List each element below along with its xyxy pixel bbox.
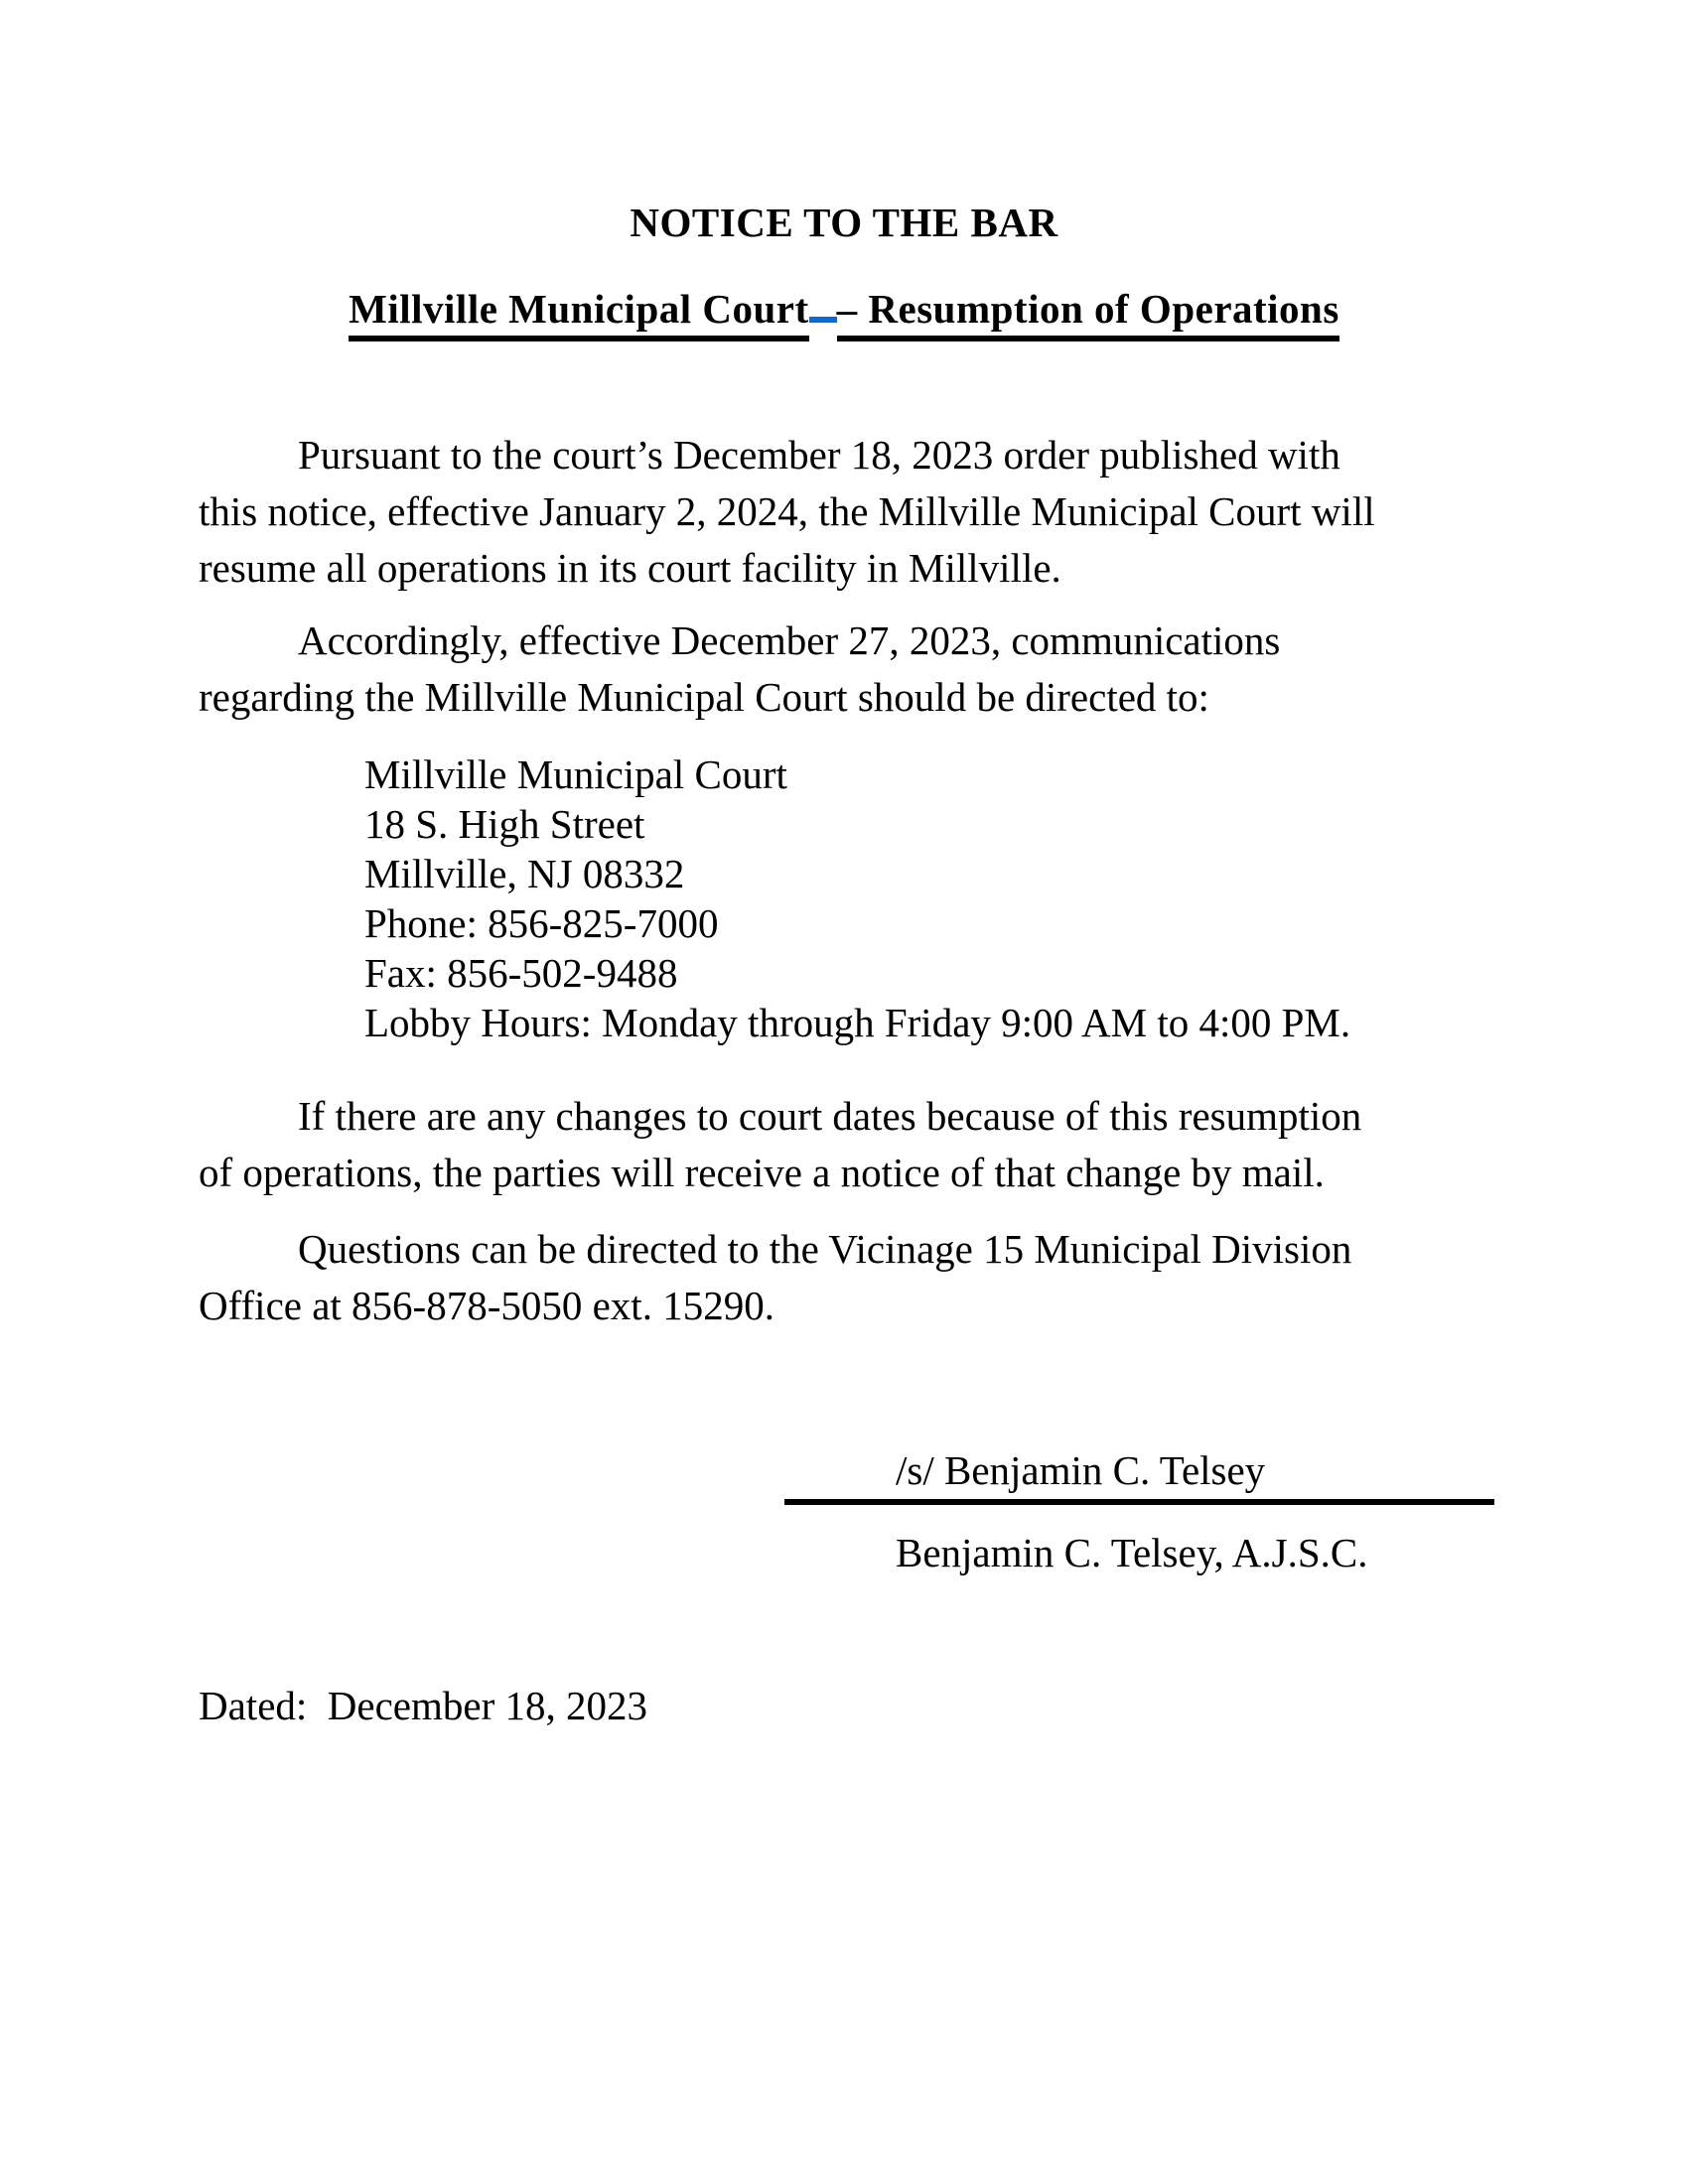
paragraph-court-date-changes [199, 1088, 1509, 1201]
document-title: NOTICE TO THE BAR [630, 200, 1058, 245]
signature-block [784, 1442, 1494, 1581]
document-subtitle [0, 285, 1688, 341]
court-address-block [364, 750, 1350, 1047]
paragraph-line: resume all operations in its court facility in Millville. [199, 545, 1061, 591]
paragraph-line: Pursuant to the court’s December 18, 2023 order published with [298, 432, 1340, 478]
signer-name-and-title: Benjamin C. Telsey, A.J.S.C. [896, 1530, 1368, 1575]
paragraph-line: Office at 856-878-5050 ext. 15290. [199, 1283, 774, 1328]
paragraph-line: If there are any changes to court dates because of this resumption [298, 1093, 1362, 1139]
paragraph-line: this notice, effective January 2, 2024, the Millville Municipal Court will [199, 488, 1375, 534]
paragraph-pursuant [199, 427, 1509, 597]
typed-signature: /s/ Benjamin C. Telsey [784, 1442, 1494, 1505]
paragraph-line: regarding the Millville Municipal Court should be directed to: [199, 674, 1209, 720]
address-court-name: Millville Municipal Court [364, 751, 787, 797]
subtitle-part2: – Resumption of Operations [837, 285, 1339, 341]
dated-line: Dated: December 18, 2023 [199, 1683, 647, 1728]
paragraph-line: of operations, the parties will receive a notice of that change by mail. [199, 1150, 1325, 1195]
subtitle-part1: Millville Municipal Court [349, 285, 808, 341]
address-phone: Phone: 856-825-7000 [364, 900, 719, 946]
address-city-state-zip: Millville, NJ 08332 [364, 851, 685, 896]
paragraph-line: Accordingly, effective December 27, 2023, communications [298, 617, 1281, 663]
paragraph-accordingly [199, 613, 1509, 726]
address-street: 18 S. High Street [364, 801, 645, 847]
blue-revision-mark [809, 314, 837, 323]
paragraph-line: Questions can be directed to the Vicinage 15 Municipal Division [298, 1226, 1352, 1272]
paragraph-questions [199, 1221, 1509, 1334]
address-fax: Fax: 856-502-9488 [364, 950, 678, 996]
address-lobby-hours: Lobby Hours: Monday through Friday 9:00 AM to 4:00 PM. [364, 1000, 1351, 1045]
